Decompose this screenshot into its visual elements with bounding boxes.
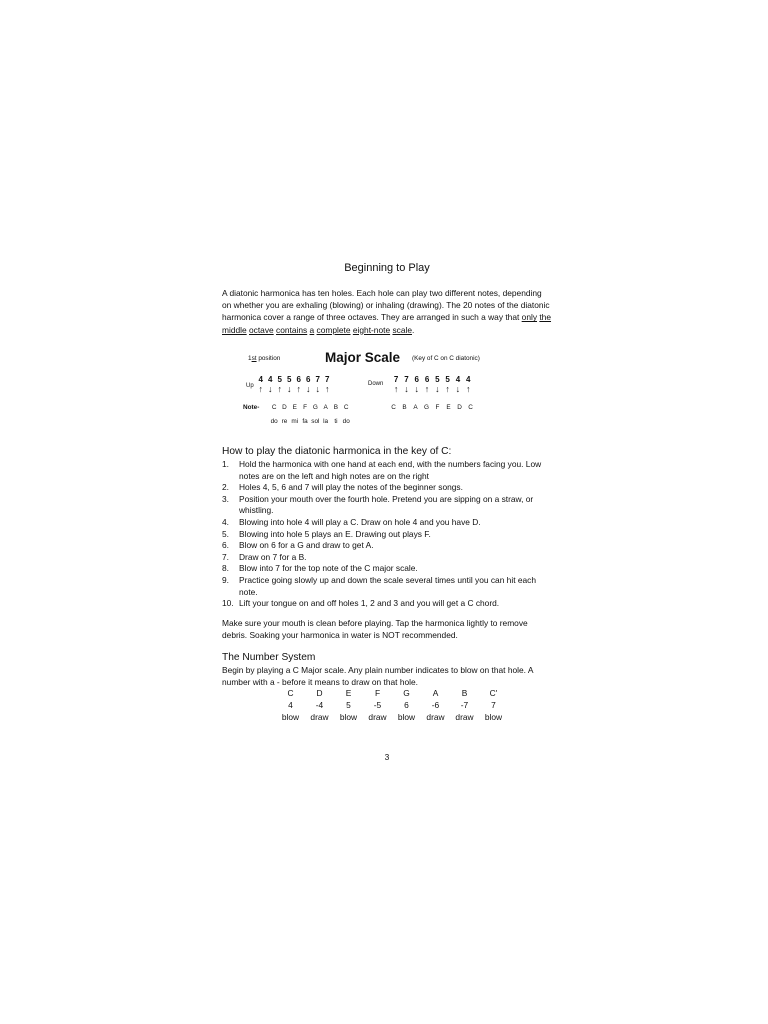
scale-cell: 7 <box>325 375 330 384</box>
scale-cell: ↓ <box>435 384 440 394</box>
scale-cell: ↑ <box>325 384 330 394</box>
scale-cell: F <box>435 404 440 411</box>
table-cell: -6 <box>431 699 440 710</box>
scale-cell: 4 <box>258 375 263 384</box>
scale-cell: ↑ <box>296 384 301 394</box>
page-title: Beginning to Play <box>344 262 430 274</box>
scale-cell: sol <box>311 418 320 425</box>
scale-cell: E <box>446 404 451 411</box>
table-cell: -7 <box>460 699 469 710</box>
step-number: 10. <box>222 598 234 609</box>
step-number: 8. <box>222 563 229 574</box>
scale-cell: ↑ <box>465 384 471 394</box>
page-number: 3 <box>384 752 390 762</box>
scale-cell: 5 <box>287 375 292 384</box>
list-item <box>222 482 552 494</box>
up-arrows <box>256 384 332 394</box>
list-item <box>222 494 552 517</box>
scale-cell: la <box>323 418 329 425</box>
down-hole-numbers <box>391 375 473 384</box>
scale-cell: 5 <box>277 375 282 384</box>
scale-cell: ↓ <box>315 384 320 394</box>
table-cell: blow <box>397 711 416 722</box>
down-label: Down <box>368 381 384 387</box>
table-cell: draw <box>426 711 445 722</box>
table-row <box>276 712 508 724</box>
scale-cell: 7 <box>315 375 320 384</box>
scale-cell: ↑ <box>258 384 263 394</box>
position-label: 1st position <box>248 355 281 362</box>
list-item <box>222 598 552 610</box>
step-text: Lift your tongue on and off holes 1, 2 and 3 and you will get a C chord. <box>239 598 500 609</box>
step-text: Hold the harmonica with one hand at each end, with the numbers facing you. Low notes are on the left and high notes are on the right <box>239 459 542 481</box>
list-item <box>222 459 552 482</box>
table-row <box>276 688 508 700</box>
note-label: Note- <box>243 404 260 411</box>
intro-paragraph: A diatonic harmonica has ten holes. Each hole can play two different notes, depending on whether you are exhaling (blowing) or inhaling (drawing). The 20 notes of the diatonic harmonica cover a range of three octaves. They are arranged in such a way that only the middle octave contains a complete eight-note scale. <box>222 288 552 335</box>
scale-cell: ↓ <box>455 384 461 394</box>
step-text: Practice going slowly up and down the scale several times until you can hit each note. <box>239 574 537 597</box>
table-cell: D <box>316 688 323 698</box>
scale-cell: E <box>292 404 297 411</box>
step-number: 3. <box>222 493 229 504</box>
step-number: 4. <box>222 516 229 527</box>
table-cell: E <box>345 688 352 698</box>
table-cell: 5 <box>346 699 351 710</box>
scale-cell: 7 <box>393 375 399 384</box>
down-notes <box>388 404 476 411</box>
list-item <box>222 552 552 564</box>
major-scale-heading: Major Scale <box>325 350 401 365</box>
table-cell: draw <box>455 711 474 722</box>
table-cell: G <box>403 688 410 698</box>
list-item <box>222 540 552 552</box>
scale-cell: F <box>303 404 307 411</box>
scale-cell: 4 <box>268 375 273 384</box>
scale-cell: A <box>323 404 328 411</box>
table-cell: blow <box>281 711 300 722</box>
scale-cell: ↓ <box>414 384 419 394</box>
howto-steps-list <box>222 459 552 610</box>
scale-cell: C <box>271 404 277 411</box>
up-hole-numbers <box>256 375 332 384</box>
scale-cell: C <box>343 404 349 411</box>
number-system-table <box>276 688 508 723</box>
scale-cell: 5 <box>445 375 450 384</box>
number-system-paragraph: Begin by playing a C Major scale. Any plain number indicates to blow on that hole. A number with a - before it means to draw on that hole. <box>222 665 533 687</box>
scale-cell: ↓ <box>404 384 409 394</box>
scale-cell: D <box>457 404 462 411</box>
scale-cell: 4 <box>466 375 471 384</box>
step-number: 9. <box>222 574 229 585</box>
list-item <box>222 563 552 575</box>
scale-cell: ↑ <box>424 384 430 394</box>
howto-heading: How to play the diatonic harmonica in the key of C: <box>222 446 452 457</box>
scale-cell: C <box>468 404 473 411</box>
table-cell: A <box>432 688 439 698</box>
table-cell: -5 <box>373 699 382 710</box>
scale-cell: ↓ <box>306 384 311 394</box>
table-cell: C' <box>489 688 498 698</box>
table-cell: blow <box>484 711 503 722</box>
scale-cell: ↓ <box>268 384 273 394</box>
step-text: Draw on 7 for a B. <box>239 551 307 562</box>
up-label: Up <box>246 383 254 389</box>
up-notes <box>269 404 351 411</box>
scale-cell: 6 <box>296 375 301 384</box>
step-number: 1. <box>222 459 229 469</box>
scale-cell: re <box>281 418 288 425</box>
table-cell: -4 <box>315 699 324 710</box>
care-paragraph: Make sure your mouth is clean before playing. Tap the harmonica lightly to remove debris. Soaking your harmonica in water is NOT recommended. <box>222 618 528 640</box>
list-item <box>222 517 552 529</box>
step-text: Blowing into hole 5 plays an E. Drawing out plays F. <box>239 528 431 539</box>
scale-cell: 6 <box>414 375 419 384</box>
scale-cell: C <box>391 404 396 411</box>
step-number: 7. <box>222 551 229 562</box>
scale-cell: 6 <box>424 375 430 384</box>
step-text: Blowing into hole 4 will play a C. Draw on hole 4 and you have D. <box>239 516 481 527</box>
table-cell: draw <box>368 711 387 722</box>
step-text: Position your mouth over the fourth hole. Pretend you are sipping on a straw, or whistling. <box>239 493 534 516</box>
scale-cell: do <box>270 418 278 425</box>
table-cell: C <box>287 688 294 698</box>
scale-cell: 5 <box>435 375 440 384</box>
table-cell: 7 <box>491 699 496 710</box>
scale-cell: ↑ <box>393 384 399 394</box>
step-number: 2. <box>222 482 229 493</box>
table-cell: blow <box>339 711 358 722</box>
table-cell: B <box>461 688 468 698</box>
table-cell: F <box>374 688 381 698</box>
scale-cell: 7 <box>404 375 409 384</box>
down-arrows <box>391 384 473 394</box>
scale-cell: A <box>413 404 418 411</box>
scale-cell: B <box>333 404 339 411</box>
scale-cell: G <box>312 404 318 411</box>
list-item <box>222 575 552 598</box>
scale-cell: 6 <box>306 375 311 384</box>
scale-cell: ti <box>334 418 338 425</box>
solfege-row <box>269 418 351 425</box>
scale-cell: ↑ <box>277 384 282 394</box>
scale-cell: 4 <box>455 375 461 384</box>
table-cell: 6 <box>404 699 409 710</box>
table-row <box>276 700 508 712</box>
scale-cell: G <box>424 404 429 411</box>
scale-cell: mi <box>291 418 299 425</box>
scale-cell: D <box>282 404 287 411</box>
scale-cell: ↑ <box>445 384 450 394</box>
step-text: Blow into 7 for the top note of the C major scale. <box>239 563 418 574</box>
table-cell: 4 <box>288 699 293 710</box>
number-system-heading: The Number System <box>222 652 316 663</box>
scale-cell: B <box>402 404 407 411</box>
major-scale-header <box>222 350 552 370</box>
scale-cell: do <box>342 418 350 425</box>
key-label: (Key of C on C diatonic) <box>412 355 480 362</box>
step-text: Blow on 6 for a G and draw to get A. <box>239 540 374 551</box>
step-text: Holes 4, 5, 6 and 7 will play the notes of the beginner songs. <box>239 482 463 493</box>
scale-cell: ↓ <box>287 384 292 394</box>
step-number: 5. <box>222 528 229 539</box>
list-item <box>222 529 552 541</box>
table-cell: draw <box>310 711 329 722</box>
scale-cell: fa <box>302 418 308 425</box>
step-number: 6. <box>222 540 229 551</box>
